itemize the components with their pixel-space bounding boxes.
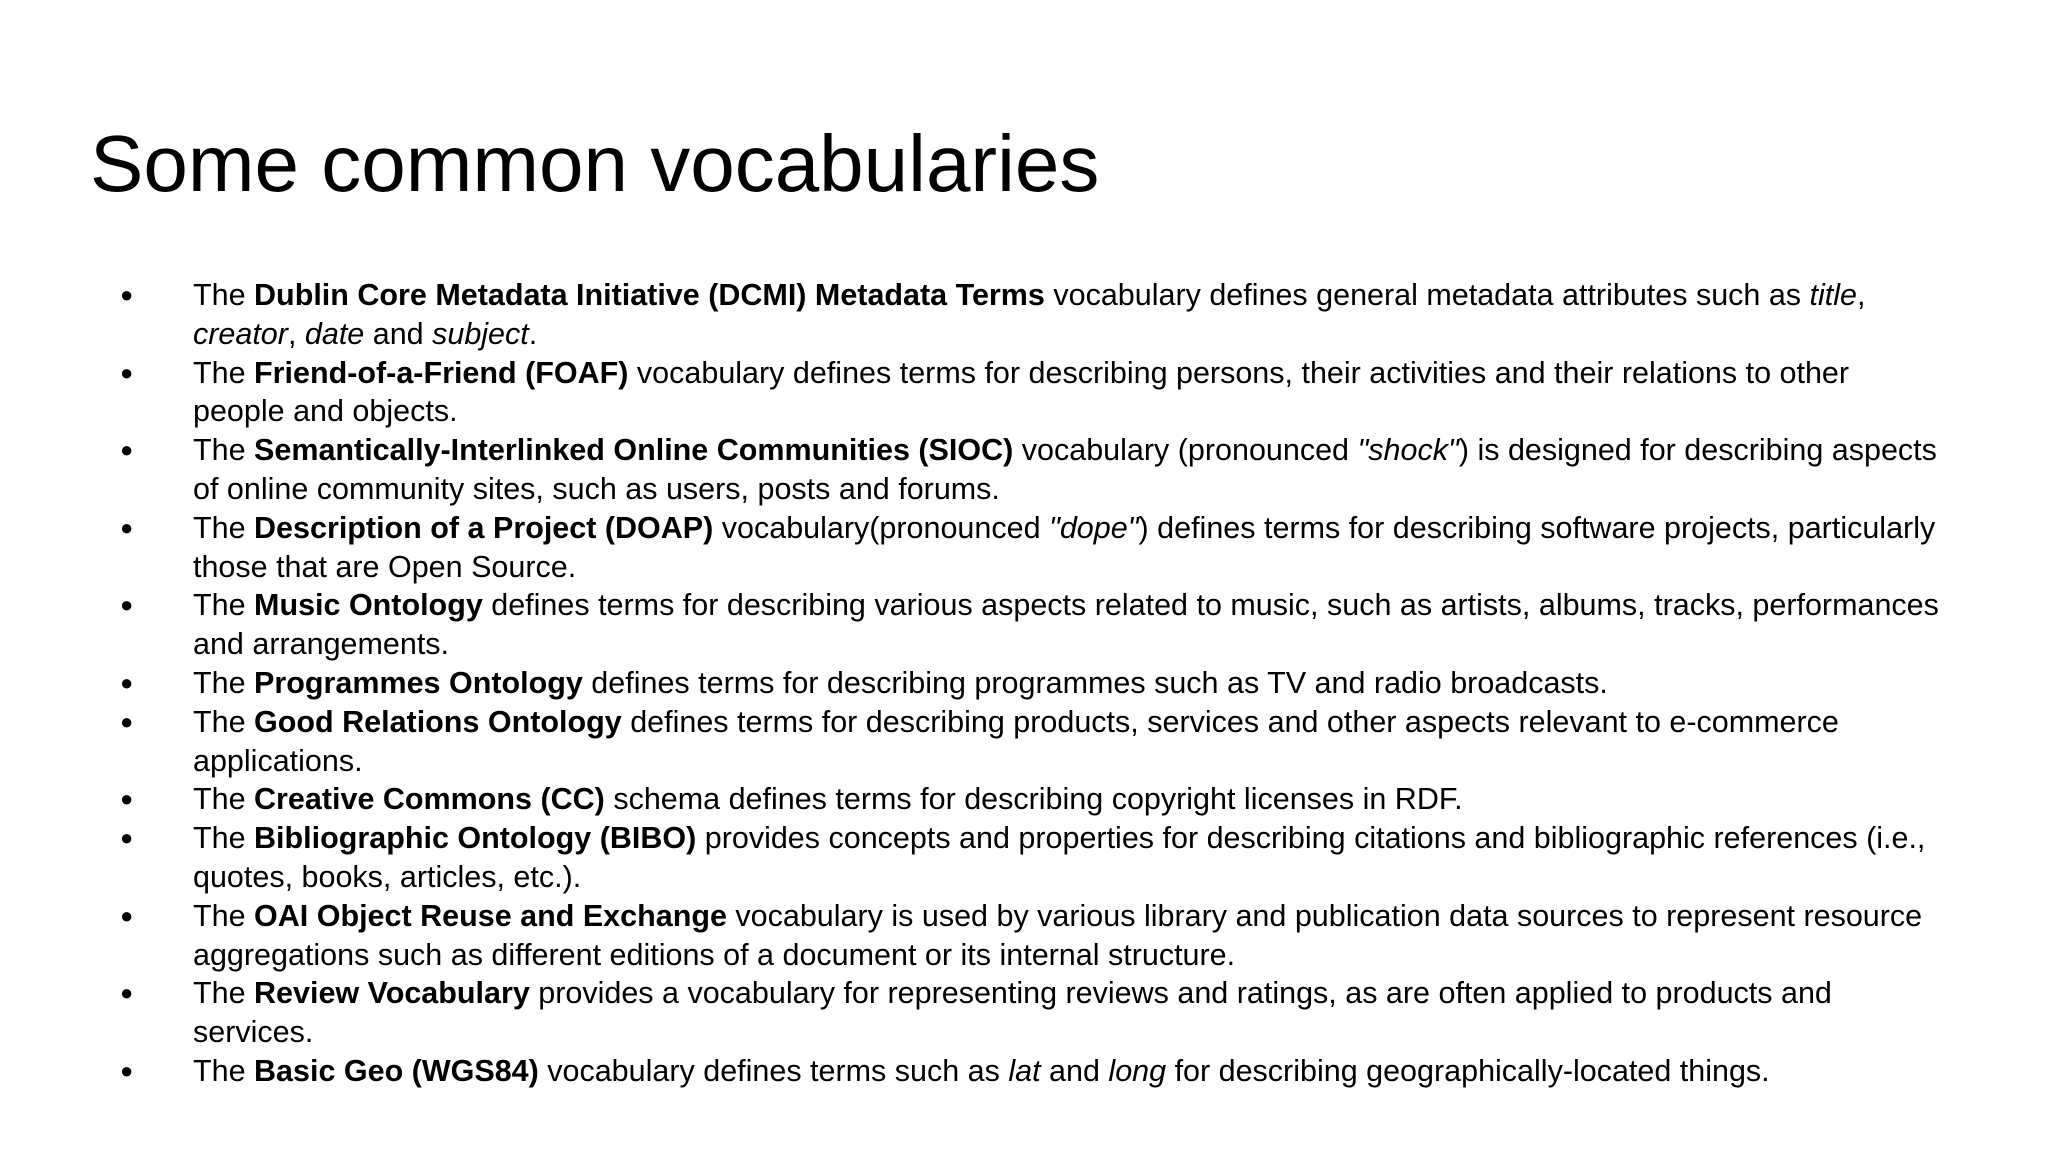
- item-emphasis: long: [1108, 1053, 1167, 1088]
- list-item-dcmi: [120, 276, 1940, 354]
- item-text: defines terms for describing products, services and other aspects relevant to e-commerce applications.: [193, 704, 1839, 778]
- item-text: provides a vocabulary for representing reviews and ratings, as are often applied to products and services.: [193, 976, 1832, 1050]
- item-text: and: [364, 316, 433, 351]
- list-item-doap: [120, 509, 1940, 587]
- item-text: vocabulary (pronounced: [1013, 433, 1358, 468]
- bullet-icon: ●: [120, 980, 134, 1006]
- list-item-sioc: [120, 431, 1940, 509]
- item-text: defines terms for describing programmes such as TV and radio broadcasts.: [582, 665, 1608, 700]
- bullet-icon: ●: [120, 825, 134, 851]
- vocabulary-list: [120, 276, 1940, 1091]
- bullet-icon: ●: [120, 359, 134, 385]
- bullet-icon: ●: [120, 437, 134, 463]
- item-text: and: [1040, 1053, 1109, 1088]
- list-item-good-relations: [120, 703, 1940, 781]
- item-text: vocabulary(pronounced: [713, 510, 1050, 545]
- item-prefix: The: [193, 665, 255, 700]
- item-text: vocabulary is used by various library and publication data sources to represent resource aggregations such as different editions of a document or its internal structure.: [193, 898, 1923, 972]
- item-emphasis: "shock": [1357, 433, 1459, 468]
- bullet-icon: ●: [120, 708, 134, 734]
- item-text: vocabulary defines terms for describing persons, their activities and their relations to other people and objects.: [193, 355, 1850, 429]
- item-prefix: The: [193, 433, 255, 468]
- item-prefix: The: [193, 704, 255, 739]
- item-emphasis: "dope": [1049, 510, 1139, 545]
- bullet-icon: ●: [120, 786, 134, 812]
- list-item-foaf: [120, 354, 1940, 432]
- bullet-icon: ●: [120, 1057, 134, 1083]
- item-prefix: The: [193, 782, 255, 817]
- list-item-creative-commons: [120, 780, 1940, 819]
- vocabulary-name: Description of a Project (DOAP): [254, 510, 714, 545]
- bullet-icon: ●: [120, 902, 134, 928]
- item-text: ,: [287, 316, 305, 351]
- item-prefix: The: [193, 588, 255, 623]
- vocabulary-name: Review Vocabulary: [254, 976, 530, 1011]
- vocabulary-name: Good Relations Ontology: [254, 704, 622, 739]
- item-prefix: The: [193, 278, 255, 312]
- item-text: for describing geographically-located things.: [1166, 1053, 1770, 1088]
- item-emphasis: creator: [193, 316, 288, 351]
- item-prefix: The: [193, 821, 255, 856]
- vocabulary-name: Bibliographic Ontology (BIBO): [254, 821, 697, 856]
- item-emphasis: date: [304, 316, 365, 351]
- list-item-basic-geo: [120, 1052, 1940, 1091]
- item-text: .: [528, 316, 538, 351]
- list-item-bibo: [120, 819, 1940, 897]
- vocabulary-name: Programmes Ontology: [254, 665, 583, 700]
- item-text: vocabulary defines general metadata attributes such as: [1044, 278, 1810, 312]
- vocabulary-name: Creative Commons (CC): [254, 782, 605, 817]
- item-prefix: The: [193, 355, 255, 390]
- item-emphasis: subject: [432, 316, 529, 351]
- bullet-icon: ●: [120, 514, 134, 540]
- item-prefix: The: [193, 976, 255, 1011]
- item-prefix: The: [193, 1053, 255, 1088]
- item-text: vocabulary defines terms such as: [538, 1053, 1009, 1088]
- vocabulary-name: Friend-of-a-Friend (FOAF): [254, 355, 629, 390]
- item-text: ,: [1857, 278, 1866, 312]
- item-text: defines terms for describing various aspects related to music, such as artists, albums, tracks, performances and arrangements.: [193, 588, 1939, 662]
- list-item-music-ontology: [120, 586, 1940, 664]
- vocabulary-name: Music Ontology: [254, 588, 483, 623]
- list-item-review-vocabulary: [120, 974, 1940, 1052]
- item-text: provides concepts and properties for describing citations and bibliographic references (i.e., quotes, books, articles, etc.).: [193, 821, 1926, 894]
- bullet-icon: ●: [120, 592, 134, 618]
- bullet-icon: ●: [120, 282, 134, 307]
- vocabulary-name: Semantically-Interlinked Online Communities (SIOC): [254, 433, 1014, 468]
- vocabulary-name: Basic Geo (WGS84): [254, 1053, 539, 1088]
- list-item-programmes-ontology: [120, 664, 1940, 703]
- slide-title: Some common vocabularies: [90, 119, 1100, 208]
- item-text: ) is designed for describing aspects of online community sites, such as users, posts and forums.: [193, 433, 1937, 506]
- vocabulary-name: OAI Object Reuse and Exchange: [254, 898, 727, 933]
- item-emphasis: title: [1809, 278, 1858, 312]
- item-emphasis: lat: [1008, 1053, 1041, 1088]
- bullet-icon: ●: [120, 669, 134, 695]
- item-prefix: The: [193, 510, 255, 545]
- item-text: ) defines terms for describing software projects, particularly those that are Open Source.: [193, 510, 1936, 584]
- item-text: schema defines terms for describing copyright licenses in RDF.: [604, 782, 1463, 817]
- item-prefix: The: [193, 898, 255, 933]
- vocabulary-name: Dublin Core Metadata Initiative (DCMI) Metadata Terms: [254, 278, 1045, 312]
- list-item-oai-ore: [120, 897, 1940, 975]
